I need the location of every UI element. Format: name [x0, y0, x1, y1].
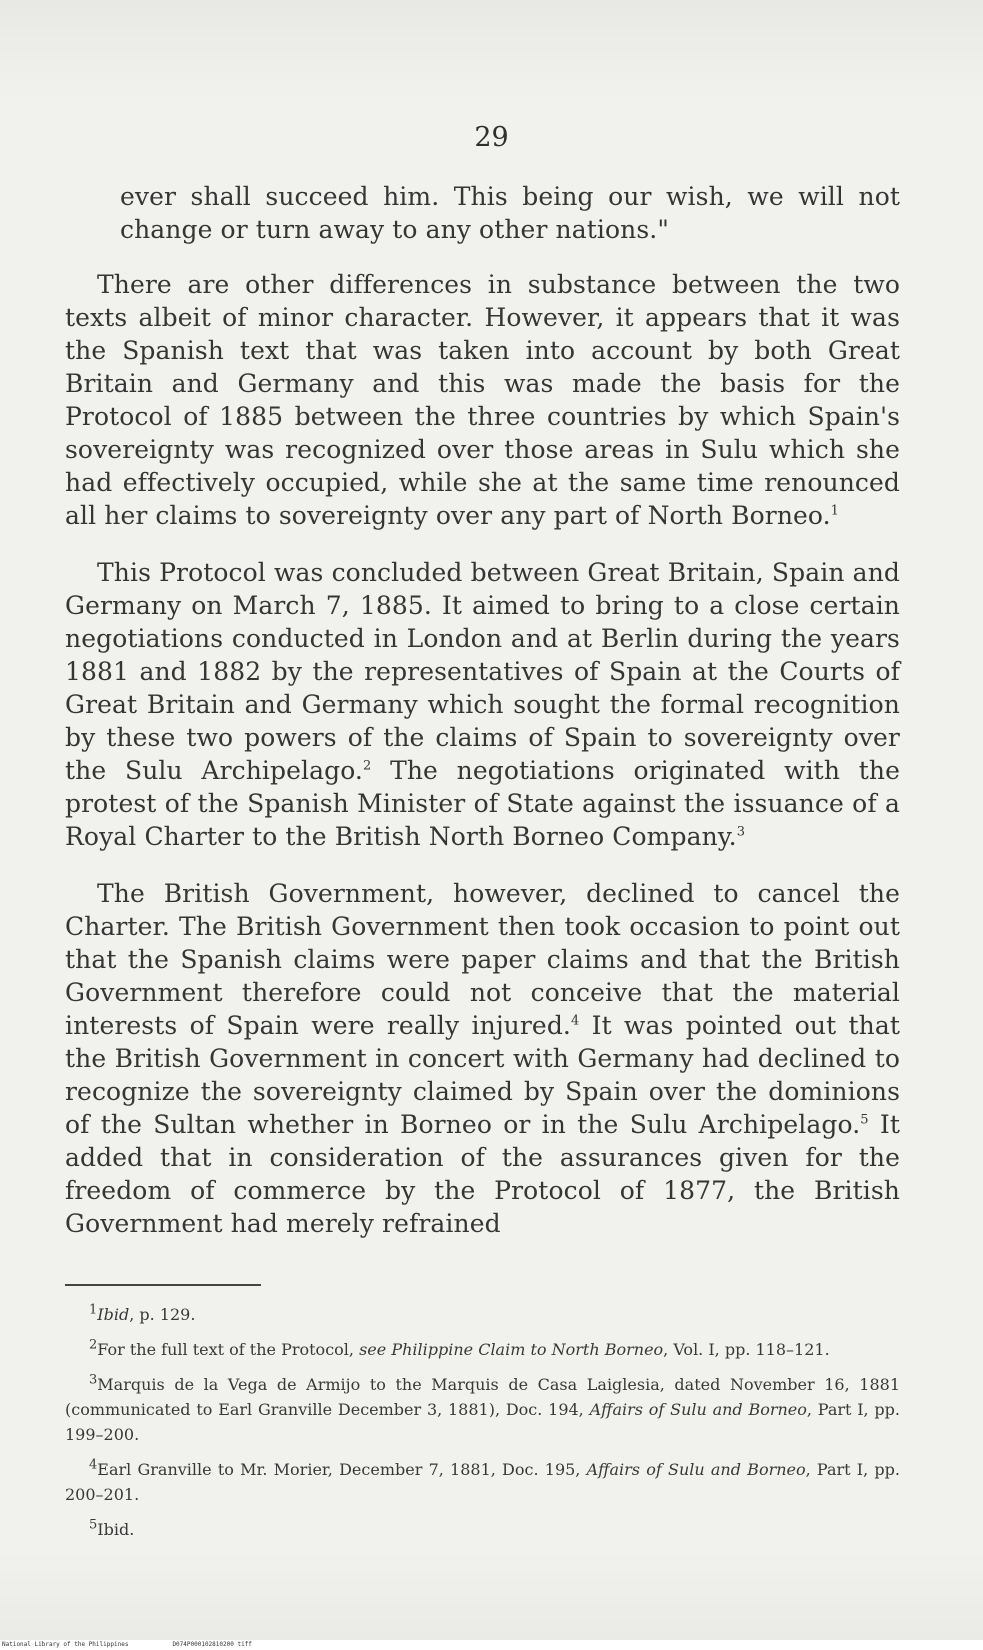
footnote-italic: see Philippine Claim to North Borneo [359, 1340, 664, 1359]
footnote-text: For the full text of the Protocol, [97, 1340, 360, 1359]
main-text [65, 180, 900, 1264]
quote-text: ever shall succeed him. This being our wish, we will not change or turn away to any other nations." [120, 182, 900, 244]
footnote-text: , Part I, pp. 200–201. [65, 1460, 900, 1504]
footnote-italic: Ibid [97, 1305, 130, 1324]
footnote-2 [65, 1337, 900, 1362]
paragraph-protocol [65, 556, 900, 853]
footnote-text: , Vol. I, pp. 118–121. [663, 1340, 830, 1359]
paragraph-text: The negotiations originated with the protest of the Spanish Minister of State against the issuance of a Royal Charter to the British North Borneo Company. [65, 756, 900, 851]
paragraph-text: It was pointed out that the British Government in concert with Germany had declined to recognize the sovereignty claimed by Spain over the dominions of the Sultan whether in Borneo or in the Sulu Archipelago. [65, 1011, 901, 1139]
paragraph-text: The British Government, however, declined to cancel the Charter. The British Government then took occasion to point out that the Spanish claims were paper claims and that the British Government therefore could not conceive that the material interests of Spain were really injured. [65, 879, 900, 1040]
footnote-3 [65, 1372, 900, 1447]
paragraph-text: There are other differences in substance between the two texts albeit of minor character. However, it appears that it was the Spanish text that was taken into account by both Great Britain and Germany and this was made the basis for the Protocol of 1885 between the three countries by which Spain's sovereignty was recognized over those areas in Sulu which she had effectively occupied, while she at the same time renounced all her claims to sovereignty over any part of North Borneo. [65, 270, 900, 530]
footnote-text: Marquis de la Vega de Armijo to the Marquis de Casa Laiglesia, dated November 16, 1881 (communicated to Earl Granville December 3, 1881), Doc. 194, [65, 1375, 900, 1419]
footnote-number: 3 [89, 1372, 98, 1388]
footnote-ref: 5 [860, 1112, 869, 1128]
scan-library-label: National Library of the Philippines [2, 1641, 129, 1648]
page-number: 29 [474, 122, 509, 153]
footnote-ref: 4 [570, 1013, 580, 1029]
footnote-ref: 1 [830, 503, 840, 519]
footnotes [65, 1302, 900, 1552]
footnote-number: 4 [89, 1457, 98, 1473]
footnote-text: Ibid. [97, 1520, 135, 1539]
paragraph-differences [65, 268, 900, 532]
footnote-text: , p. 129. [129, 1305, 196, 1324]
footnote-ref: 3 [736, 824, 746, 840]
footnote-number: 5 [89, 1517, 98, 1533]
scan-footer [0, 1640, 983, 1650]
footnote-4 [65, 1457, 900, 1507]
footnote-number: 1 [89, 1302, 98, 1318]
paragraph-text: It added that in consideration of the assurances given for the freedom of commerce by the Protocol of 1877, the British Government had merely refrained [65, 1110, 900, 1238]
footnote-italic: Affairs of Sulu and Borneo [589, 1400, 807, 1419]
footnote-italic: Affairs of Sulu and Borneo [586, 1460, 806, 1479]
footnote-5 [65, 1517, 900, 1542]
footnote-1 [65, 1302, 900, 1327]
footnote-divider [65, 1284, 261, 1286]
footnote-number: 2 [89, 1337, 98, 1353]
footnote-text: Earl Granville to Mr. Morier, December 7, 1881, Doc. 195, [97, 1460, 587, 1479]
paragraph-british-government [65, 877, 900, 1240]
quote-paragraph [65, 180, 900, 246]
footnote-ref: 2 [362, 758, 372, 774]
footnote-text: , Part I, pp. 199–200. [65, 1400, 901, 1444]
scan-file-id: D074P000102810200 tiff [172, 1641, 252, 1648]
paragraph-text: This Protocol was concluded between Great Britain, Spain and Germany on March 7, 1885. It aimed to bring to a close certain negotiations conducted in London and at Berlin during the years 1881 and 1882 by the representatives of Spain at the Courts of Great Britain and Germany which sought the formal recognition by these two powers of the claims of Spain to sovereignty over the Sulu Archipelago. [65, 558, 900, 785]
